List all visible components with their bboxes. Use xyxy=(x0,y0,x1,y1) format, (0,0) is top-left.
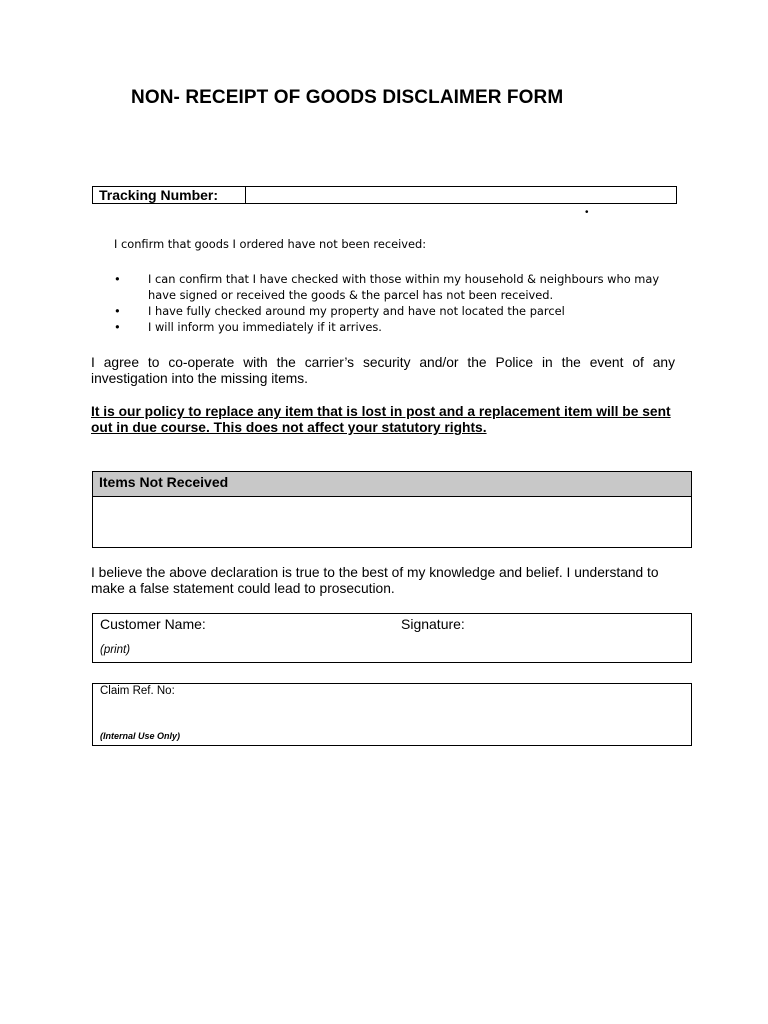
bullet-text: I will inform you immediately if it arrives. xyxy=(148,320,382,334)
declaration-statement: I believe the above declaration is true to the best of my knowledge and belief. I understand to make a false statement could lead to prosecution. xyxy=(91,565,659,596)
bullet-text: I can confirm that I have checked with those within my household & neighbours who may have signed or received the goods & the parcel has not been received. xyxy=(148,272,660,302)
print-note: (print) xyxy=(100,644,131,656)
items-not-received-box xyxy=(92,471,692,548)
replacement-policy: It is our policy to replace any item that is lost in post and a replacement item will be sent out in due course. This does not affect your statutory rights. xyxy=(91,404,671,435)
signature-label: Signature: xyxy=(401,616,465,632)
tracking-number-field[interactable] xyxy=(246,187,676,203)
items-not-received-header: Items Not Received xyxy=(93,472,691,497)
list-item xyxy=(114,303,674,319)
bullet-text: I have fully checked around my property and have not located the parcel xyxy=(148,304,565,318)
bullet-icon: • xyxy=(114,304,121,318)
page-title: NON- RECEIPT OF GOODS DISCLAIMER FORM xyxy=(131,87,564,108)
list-item xyxy=(114,271,674,303)
claim-ref-box[interactable] xyxy=(92,683,692,746)
bullet-icon: • xyxy=(114,272,121,286)
stray-bullet: • xyxy=(585,207,589,218)
tracking-number-label: Tracking Number: xyxy=(93,187,246,203)
items-not-received-field[interactable] xyxy=(93,497,691,545)
customer-name-label: Customer Name: xyxy=(100,616,206,632)
internal-use-note: (Internal Use Only) xyxy=(100,731,181,741)
claim-ref-label: Claim Ref. No: xyxy=(100,685,175,697)
list-item xyxy=(114,319,674,335)
confirmation-list xyxy=(114,271,674,335)
customer-signature-box[interactable] xyxy=(92,613,692,663)
bullet-icon: • xyxy=(114,320,121,334)
cooperation-statement: I agree to co-operate with the carrier’s security and/or the Police in the event of any investigation into the missing items. xyxy=(91,355,675,386)
tracking-number-row xyxy=(92,186,677,204)
confirm-intro: I confirm that goods I ordered have not been received: xyxy=(114,237,427,251)
